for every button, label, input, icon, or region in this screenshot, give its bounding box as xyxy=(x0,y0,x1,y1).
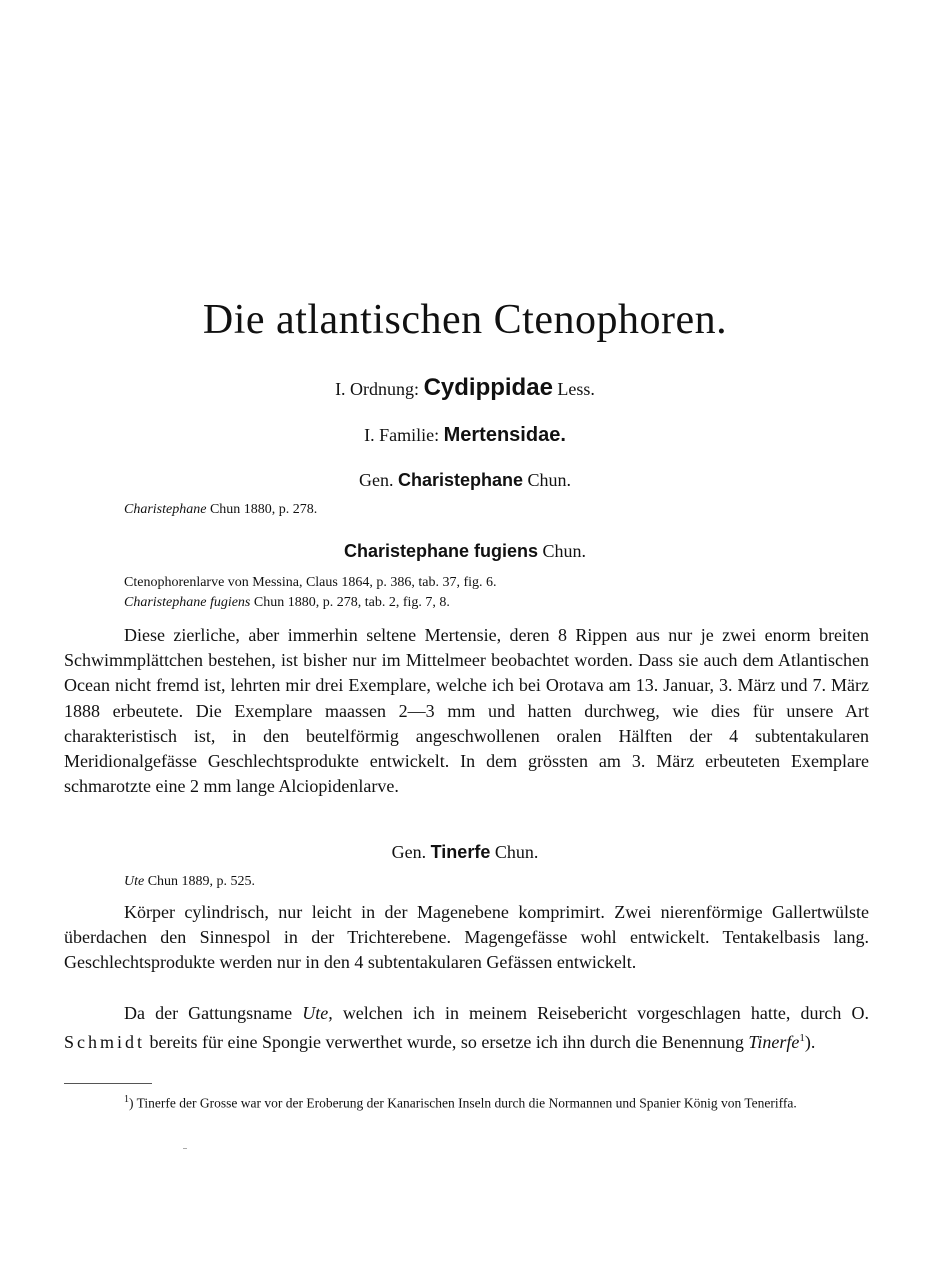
reference-taxon: Charistephane fugiens xyxy=(124,595,251,610)
species-heading xyxy=(0,541,930,562)
order-name: Cydippidae xyxy=(423,374,553,401)
taxon-ute: Ute, xyxy=(302,1003,333,1023)
species-author: Chun. xyxy=(542,541,587,561)
paragraph-end: ). xyxy=(804,1032,816,1053)
order-prefix: I. Ordnung: xyxy=(335,379,420,399)
author-name: Schmidt xyxy=(64,1032,146,1053)
genus-reference xyxy=(124,502,317,518)
paragraph-text-3: bereits für eine Spongie verwerthet wurde, so ersetze ich ihn durch die Benennung xyxy=(149,1032,744,1053)
footnote-number: 1 xyxy=(124,1094,129,1105)
paragraph-text: Körper cylindrisch, nur leicht in der Magenebene komprimirt. Zwei nierenförmige Gallertwülste überdachen den Sinnespol in der Trichterebene. Magengefässe wohl entwickelt. Tentakelbasis lang. Geschlechtsprodukte werden nur in den 4 subtentakularen Gefässen entwickelt. xyxy=(64,902,869,973)
genus-prefix: Gen. xyxy=(358,470,394,490)
footnote-marker: 1 xyxy=(799,1032,805,1045)
family-name: Mertensidae. xyxy=(443,424,566,446)
genus-prefix: Gen. xyxy=(391,842,427,862)
order-heading xyxy=(0,374,930,402)
reference-taxon: Ute xyxy=(124,874,145,889)
genus-name: Charistephane xyxy=(397,470,524,490)
print-speck xyxy=(183,1148,187,1149)
paragraph-text: Diese zierliche, aber immerhin seltene Mertensie, deren 8 Rippen aus nur je zwei enorm breiten Schwimmplättchen bestehen, ist bisher nur im Mittelmeer beobachtet worden. Dass sie auch dem Atlantischen Ocean nicht fremd ist, lehrten mir drei Exemplare, welche ich bei Orotava am 13. Januar, 3. März und 7. März 1888 erbeutete. Die Exemplare maassen 2—3 mm und hatten durchweg, wie dies für unsere Art charakteristisch ist, in den beutelförmig angeschwollenen oralen Hälften der 4 subtentakularen Meridionalgefässe Geschlechtsprodukte entwickelt. In dem grössten am 3. März erbeuteten Exemplare schmarotzte eine 2 mm lange Alciopidenlarve. xyxy=(64,625,869,797)
paragraph xyxy=(64,623,869,799)
reference-citation: Chun 1880, p. 278, tab. 2, fig. 7, 8. xyxy=(253,595,450,610)
page-title: Die atlantischen Ctenophoren. xyxy=(202,297,728,343)
footnote-divider xyxy=(64,1083,152,1084)
reference-taxon: Charistephane xyxy=(124,502,207,517)
genus-heading-tinerfe xyxy=(0,842,930,863)
species-reference xyxy=(124,575,497,591)
genus-author: Chun. xyxy=(494,842,539,862)
reference-citation: Ctenophorenlarve von Messina, Claus 1864, p. 386, tab. 37, fig. 6. xyxy=(124,575,497,590)
paragraph xyxy=(64,1001,869,1055)
footnote xyxy=(64,1090,869,1114)
species-name: Charistephane fugiens xyxy=(343,541,539,561)
paragraph-text-1: Da der Gattungsname xyxy=(124,1003,293,1023)
footnote-text: ) Tinerfe der Grosse war vor der Eroberung der Kanarischen Inseln durch die Normannen und Spanier König von Teneriffa. xyxy=(129,1095,797,1111)
family-heading xyxy=(0,424,930,447)
species-reference xyxy=(124,595,450,611)
genus-heading-charistephane xyxy=(0,470,930,491)
family-prefix: I. Familie: xyxy=(364,425,440,445)
genus-name: Tinerfe xyxy=(430,842,491,862)
taxon-tinerfe: Tinerfe xyxy=(748,1032,800,1053)
order-author: Less. xyxy=(557,379,595,399)
reference-citation: Chun 1889, p. 525. xyxy=(147,874,256,889)
genus-author: Chun. xyxy=(527,470,572,490)
paragraph xyxy=(64,900,869,976)
reference-citation: Chun 1880, p. 278. xyxy=(209,502,318,517)
genus-reference xyxy=(124,874,255,890)
paragraph-text-2: welchen ich in meinem Reisebericht vorgeschlagen hatte, durch O. xyxy=(342,1003,870,1023)
